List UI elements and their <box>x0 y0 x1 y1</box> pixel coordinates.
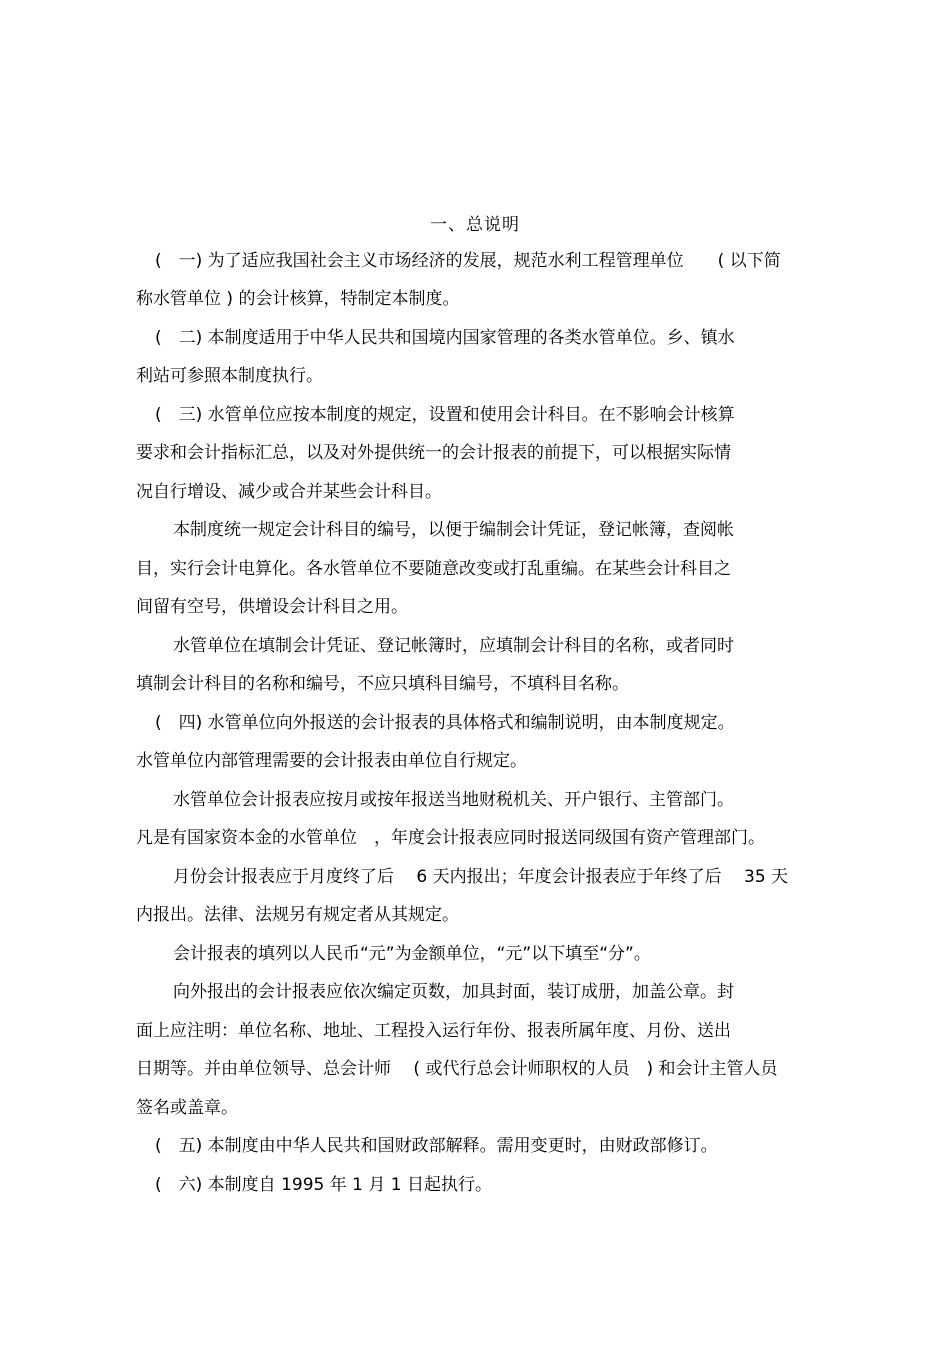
paragraph-line: 水管单位在填制会计凭证、登记帐簿时，应填制会计科目的名称，或者同时 <box>173 636 734 656</box>
paragraph-line: 填制会计科目的名称和编号，不应只填科目编号，不填科目名称。 <box>136 674 629 694</box>
paragraph-line: 况自行增设、减少或合并某些会计科目。 <box>136 482 442 502</box>
paragraph-line: 会计报表的填列以人民币“元”为金额单位，“元”以下填至“分”。 <box>173 944 651 964</box>
paragraph-line: 水管单位内部管理需要的会计报表由单位自行规定。 <box>136 751 527 771</box>
paragraph-line: 凡是有国家资本金的水管单位 ，年度会计报表应同时报送同级国有资产管理部门。 <box>136 828 765 848</box>
paragraph-line: ( 二) 本制度适用于中华人民共和国境内国家管理的各类水管单位。乡、镇水 <box>155 328 735 348</box>
paragraph-line: 面上应注明：单位名称、地址、工程投入运行年份、报表所属年度、月份、送出 <box>136 1021 731 1041</box>
paragraph-line: ( 三) 水管单位应按本制度的规定，设置和使用会计科目。在不影响会计核算 <box>155 405 735 425</box>
paragraph-line: 内报出。法律、法规另有规定者从其规定。 <box>136 905 459 925</box>
paragraph-line: 日期等。并由单位领导、总会计师 ( 或代行总会计师职权的人员 ) 和会计主管人员 <box>136 1059 778 1079</box>
section-heading: 一、总说明 <box>430 215 520 235</box>
paragraph-line: 目，实行会计电算化。各水管单位不要随意改变或打乱重编。在某些会计科目之 <box>136 559 731 579</box>
paragraph-line: 签名或盖章。 <box>136 1098 238 1118</box>
paragraph-line: 要求和会计指标汇总，以及对外提供统一的会计报表的前提下，可以根据实际情 <box>136 443 731 463</box>
paragraph-line: 间留有空号，供增设会计科目之用。 <box>136 597 408 617</box>
paragraph-line: ( 六) 本制度自 1995 年 1 月 1 日起执行。 <box>155 1175 492 1195</box>
paragraph-line: 水管单位会计报表应按月或按年报送当地财税机关、开户银行、主管部门。 <box>173 790 734 810</box>
paragraph-line: 称水管单位 ) 的会计核算，特制定本制度。 <box>136 289 460 309</box>
paragraph-line: 利站可参照本制度执行。 <box>136 366 323 386</box>
paragraph-line: 本制度统一规定会计科目的编号，以便于编制会计凭证，登记帐簿，查阅帐 <box>173 520 734 540</box>
paragraph-line: ( 一) 为了适应我国社会主义市场经济的发展，规范水利工程管理单位 ( 以下简 <box>155 251 781 271</box>
paragraph-line: 月份会计报表应于月度终了后 6 天内报出；年度会计报表应于年终了后 35 天 <box>173 867 789 887</box>
paragraph-line: ( 五) 本制度由中华人民共和国财政部解释。需用变更时，由财政部修订。 <box>155 1136 718 1156</box>
paragraph-line: 向外报出的会计报表应依次编定页数，加具封面，装订成册，加盖公章。封 <box>173 982 734 1002</box>
paragraph-line: ( 四) 水管单位向外报送的会计报表的具体格式和编制说明，由本制度规定。 <box>155 713 735 733</box>
